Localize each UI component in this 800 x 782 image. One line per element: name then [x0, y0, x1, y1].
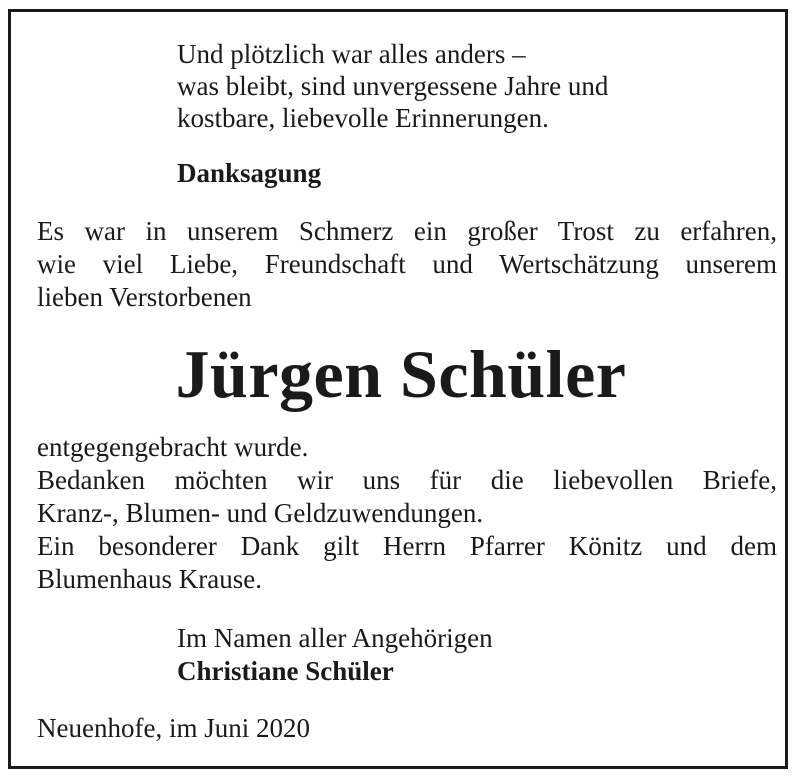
body-line-3: Kranz-, Blumen- und Geldzuwendungen.	[37, 498, 484, 528]
intro-line-1: Es war in unserem Schmerz ein großer Trost zu erfahren,	[37, 216, 777, 246]
signer-name: Christiane Schüler	[177, 656, 394, 686]
signature-line: Im Namen aller Angehörigen	[177, 623, 493, 653]
verse-line-1: Und plötzlich war alles anders –	[177, 39, 526, 69]
body-line-2: Bedanken möchten wir uns für die liebevollen Briefe,	[37, 465, 777, 495]
deceased-name: Jürgen Schüler	[175, 336, 627, 412]
body-line-5: Blumenhaus Krause.	[37, 564, 262, 594]
verse-line-3: kostbare, liebevolle Erinnerungen.	[177, 103, 549, 133]
body-line-1: entgegengebracht wurde.	[37, 432, 309, 462]
heading-danksagung: Danksagung	[177, 158, 322, 188]
place-date: Neuenhofe, im Juni 2020	[37, 713, 310, 743]
intro-line-3: lieben Verstorbenen	[37, 282, 252, 312]
verse-line-2: was bleibt, sind unvergessene Jahre und	[177, 71, 609, 101]
intro-line-2: wie viel Liebe, Freundschaft und Wertschätzung unserem	[37, 249, 777, 279]
body-line-4: Ein besonderer Dank gilt Herrn Pfarrer Könitz und dem	[37, 531, 777, 561]
death-notice-frame	[8, 9, 788, 769]
